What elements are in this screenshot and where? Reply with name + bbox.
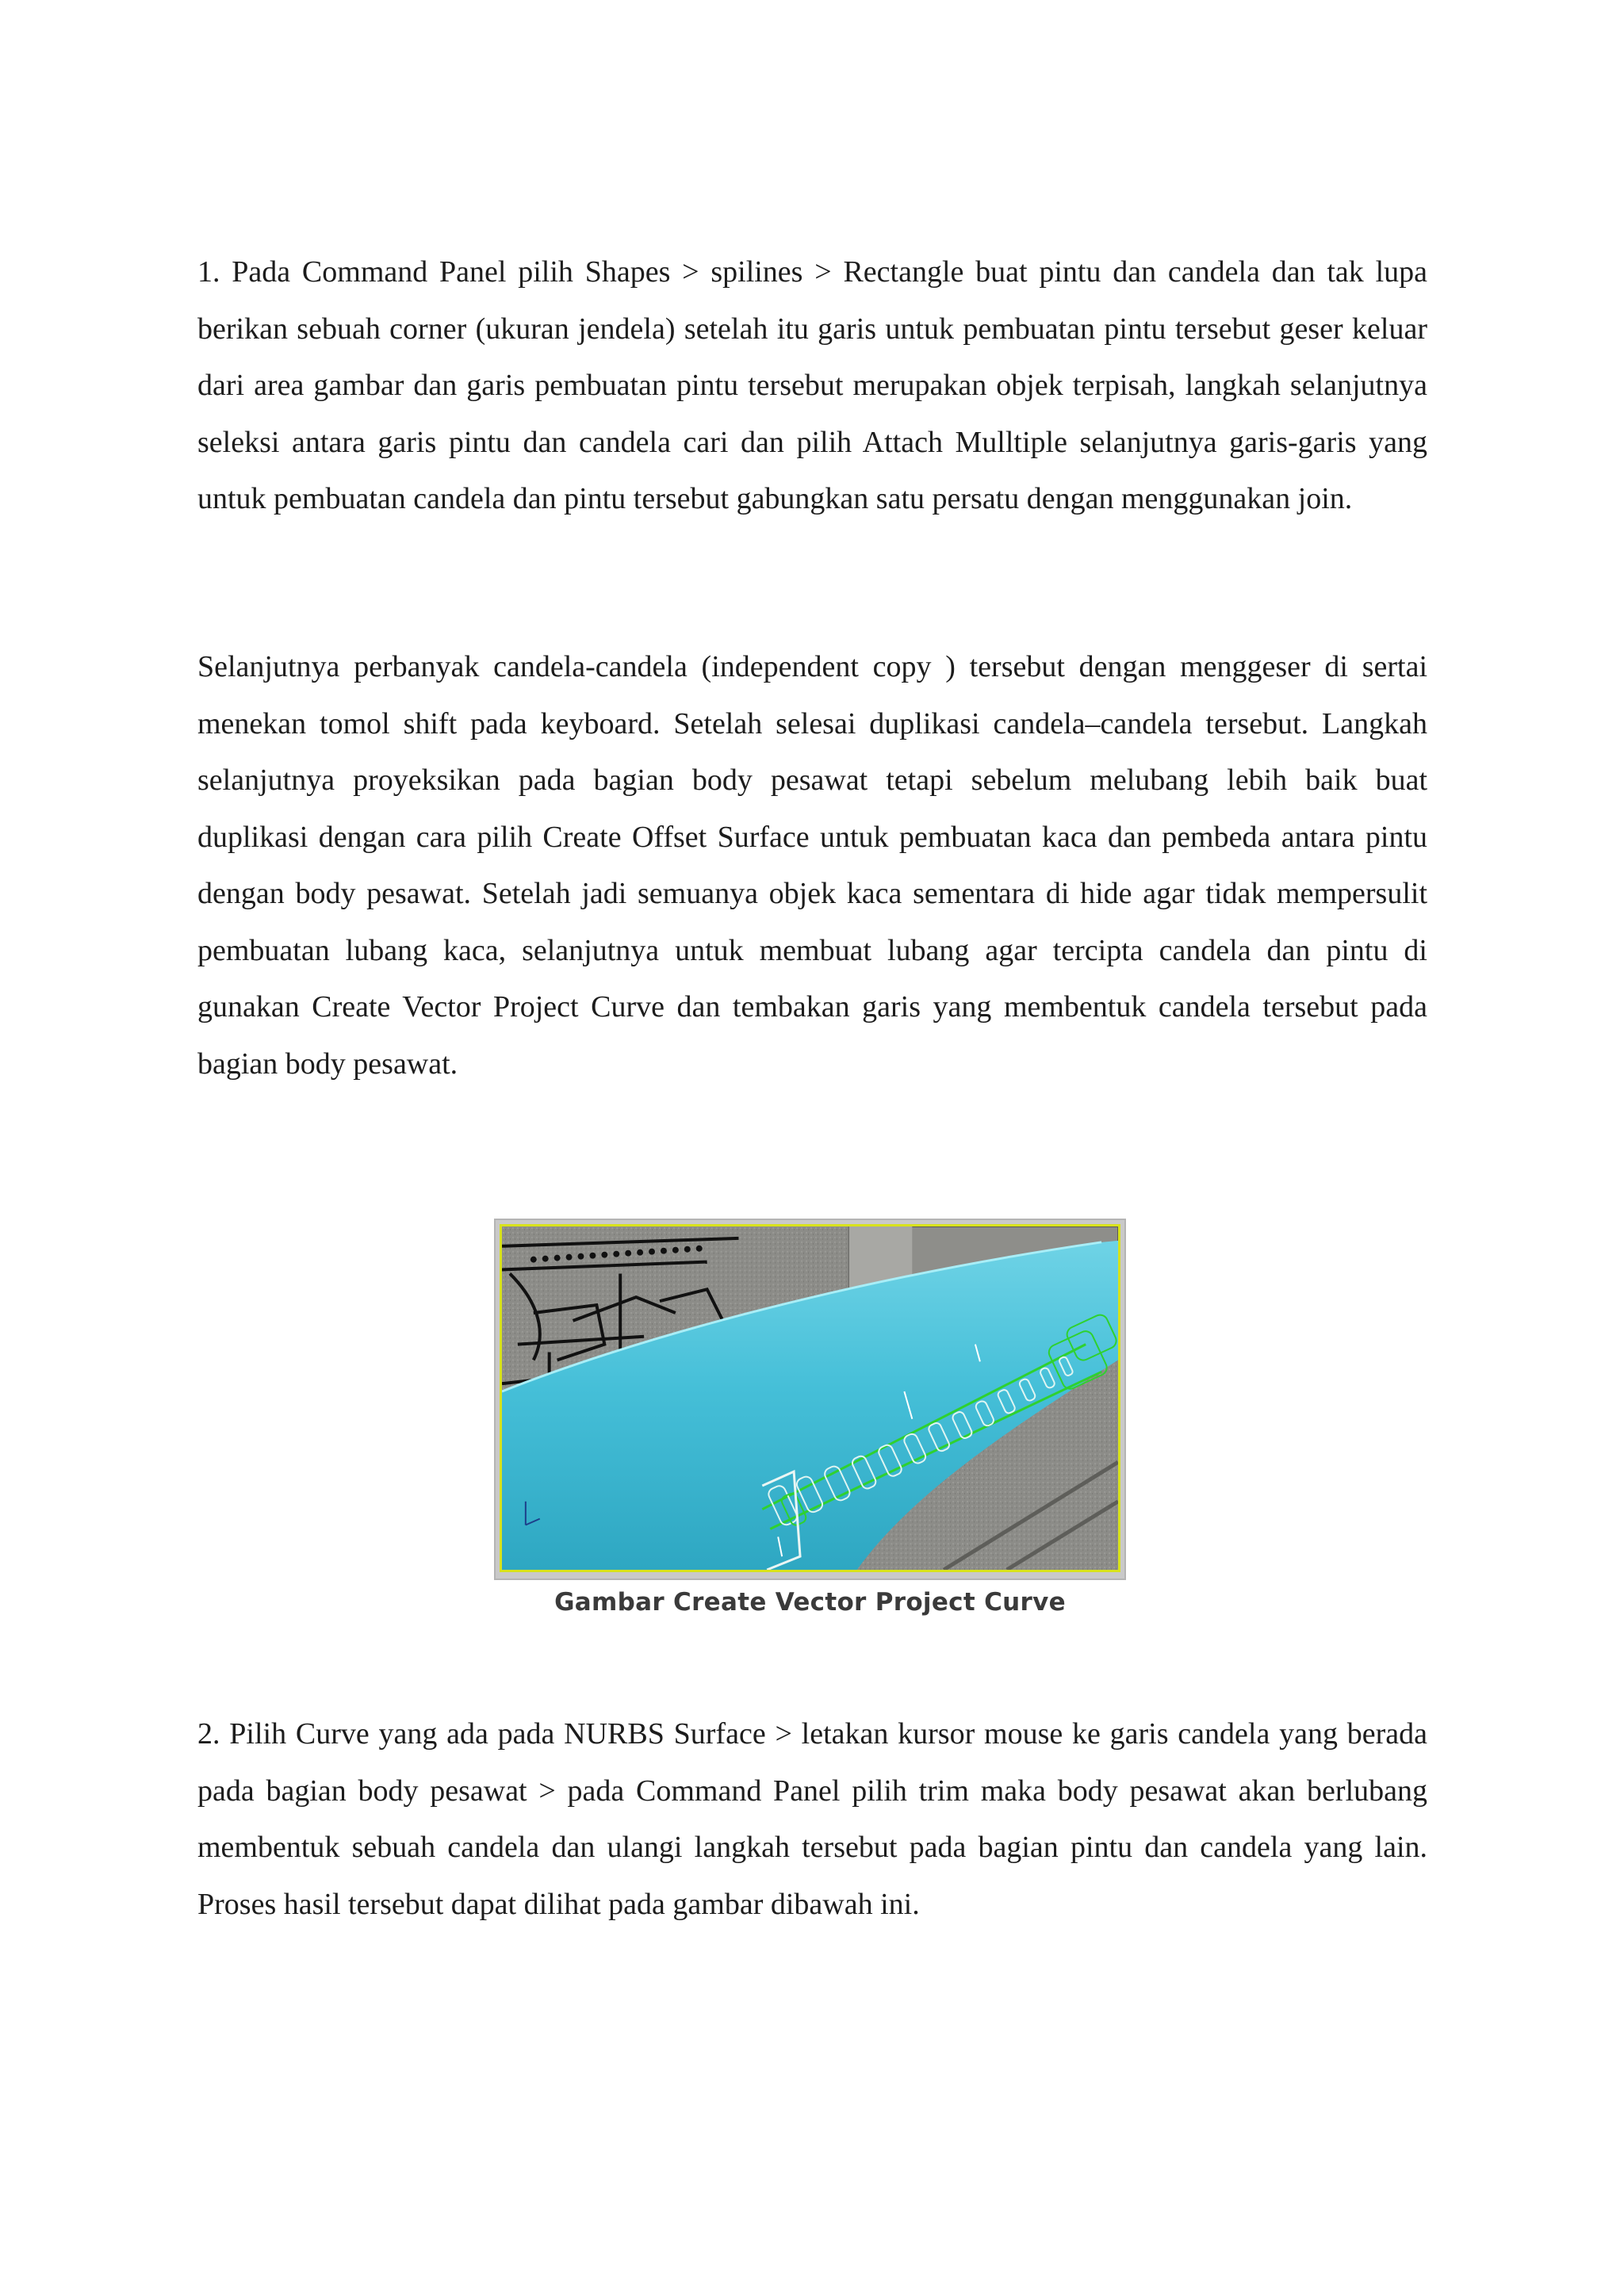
paragraph-continuation: Selanjutnya perbanyak candela-candela (independent copy ) tersebut dengan menggeser di sertai menekan tomol shift pada keyboard. Setelah selesai duplikasi candela–candela tersebut. Langkah selanjutnya proyeksikan pada bagian body pesawat tetapi sebelum melubang lebih baik buat duplikasi dengan cara pilih Create Offset Surface untuk pembuatan kaca dan pembeda antara pintu dengan body pesawat. Setelah jadi semuanya objek kaca sementara di hide agar tidak mempersulit pembuatan lubang kaca, selanjutnya untuk membuat lubang agar tercipta candela dan pintu di gunakan Create Vector Project Curve dan tembakan garis yang membentuk candela tersebut pada bagian body pesawat. — [197, 650, 1427, 1081]
figure-frame — [494, 1219, 1126, 1580]
fuselage-render — [502, 1226, 1118, 1570]
viewport-image — [500, 1224, 1120, 1572]
figure-caption: Gambar Create Vector Project Curve — [554, 1588, 1066, 1617]
paragraph-step-2: 2. Pilih Curve yang ada pada NURBS Surface > letakan kursor mouse ke garis candela yang berada pada bagian body pesawat > pada Command Panel pilih trim maka body pesawat akan berlubang membentuk sebuah candela dan ulangi langkah tersebut pada bagian pintu dan candela yang lain. Proses hasil tersebut dapat dilihat pada gambar dibawah ini. — [197, 1717, 1427, 1921]
paragraph-step-1: 1. Pada Command Panel pilih Shapes > spilines > Rectangle buat pintu dan candela dan tak lupa berikan sebuah corner (ukuran jendela) setelah itu garis untuk pembuatan pintu tersebut geser keluar dari area gambar dan garis pembuatan pintu tersebut merupakan objek terpisah, langkah selanjutnya seleksi antara garis pintu dan candela cari dan pilih Attach Mulltiple selanjutnya garis-garis yang untuk pembuatan candela dan pintu tersebut gabungkan satu persatu dengan menggunakan join. — [197, 255, 1427, 515]
